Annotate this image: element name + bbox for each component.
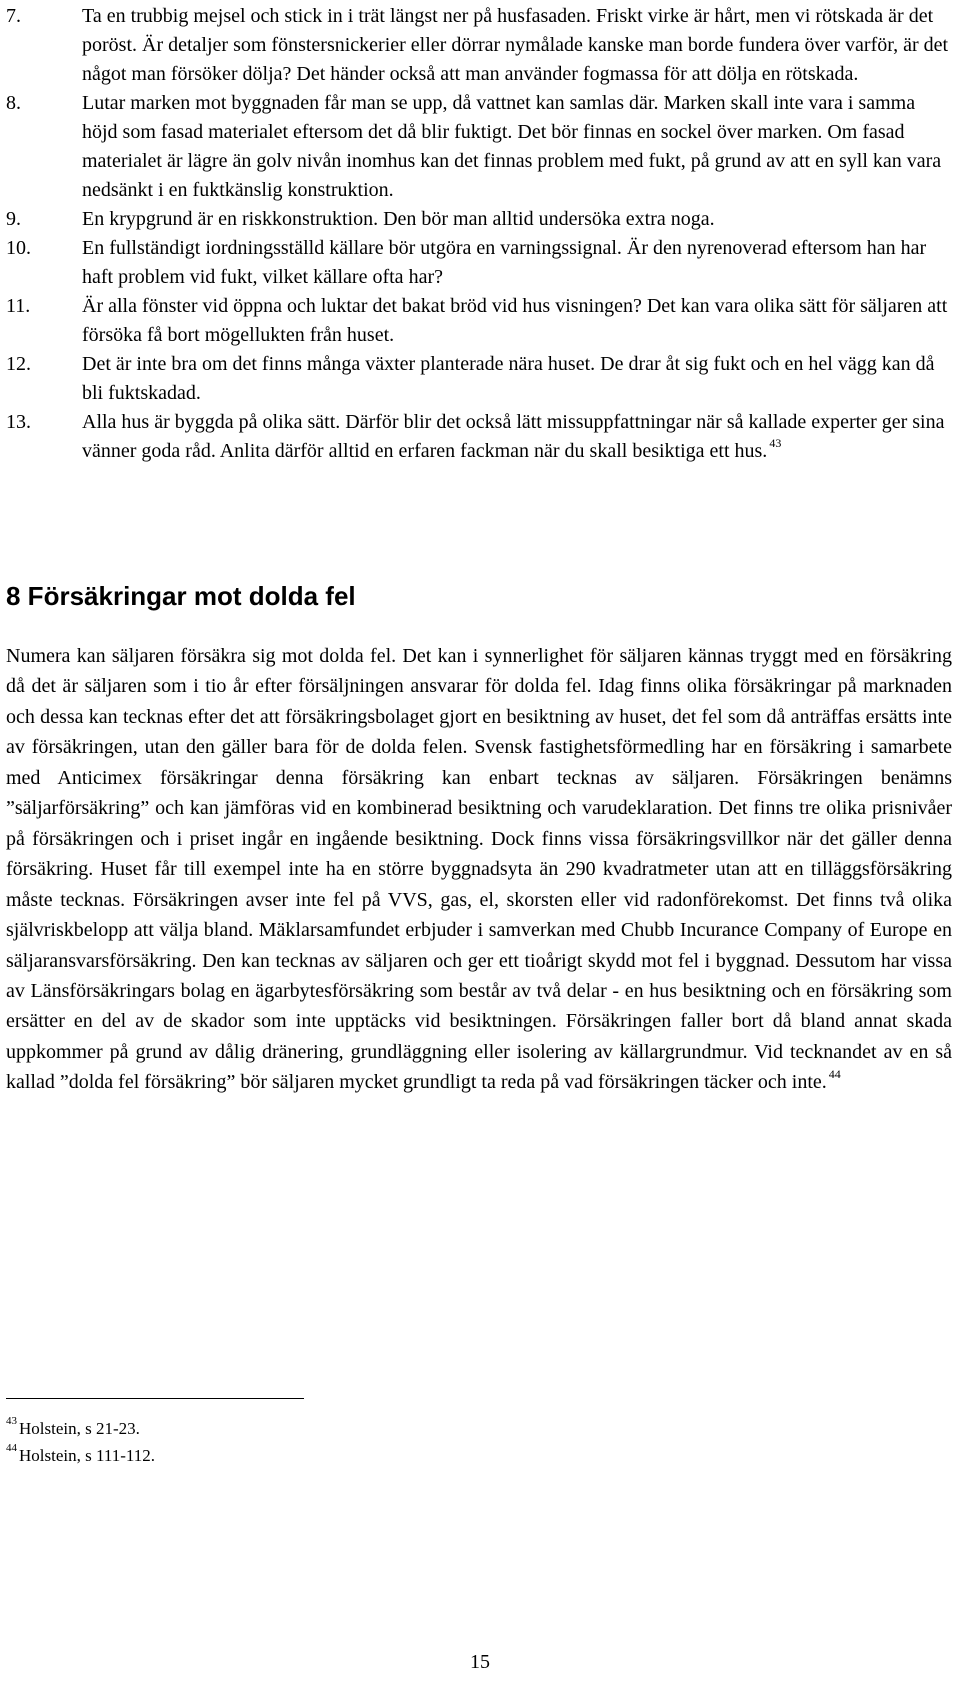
footnote-number: 43 <box>6 1415 17 1427</box>
list-item <box>0 234 960 292</box>
list-item <box>0 2 960 89</box>
list-item <box>0 350 960 408</box>
list-item-text-content: Alla hus är byggda på olika sätt. Därför blir det också lätt missuppfattningar när så kallade experter ger sina vänner goda råd. Anlita därför alltid en erfaren fackman när du skall besiktiga ett hus. <box>82 411 945 462</box>
numbered-list <box>0 2 960 466</box>
page-number: 15 <box>470 1651 490 1673</box>
list-item-text: Ta en trubbig mejsel och stick in i trät längst ner på husfasaden. Friskt virke är hårt, men vi rötskada är det poröst. Är detaljer som fönstersnickerier eller dörrar nymålade kanske man borde fundera över varför, är det något man försöker dölja? Det händer också att man använder fogmassa för att dölja en rötskada. <box>82 5 949 85</box>
list-item-text: Lutar marken mot byggnaden får man se upp, då vattnet kan samlas där. Marken skall inte vara i samma höjd som fasad materialet eftersom det då blir fuktigt. Det bör finnas en sockel över marken. Om fasad materialet är lägre än golv nivån inomhus kan det finnas problem med fukt, på grund av att en syll kan vara nedsänkt i en fuktkänslig konstruktion. <box>82 92 942 201</box>
list-item-text: Det är inte bra om det finns många växter planterade nära huset. De drar åt sig fukt och en hel vägg kan då bli fuktskadad. <box>82 353 935 404</box>
list-item <box>0 408 960 466</box>
section-paragraph <box>6 641 952 1098</box>
list-item-number: 13. <box>6 411 31 433</box>
footnote <box>6 1442 606 1469</box>
list-item-text: En fullständigt iordningsställd källare bör utgöra en varningssignal. Är den nyrenoverad eftersom han har haft problem vid fukt, vilket källare ofta har? <box>82 237 927 288</box>
list-item <box>0 205 960 234</box>
list-item-number: 9. <box>6 208 21 230</box>
list-item-number: 7. <box>6 5 21 27</box>
footnotes <box>6 1415 606 1469</box>
list-item-number: 8. <box>6 92 21 114</box>
list-item-text: En krypgrund är en riskkonstruktion. Den bör man alltid undersöka extra noga. <box>82 208 715 230</box>
section-paragraph-text: Numera kan säljaren försäkra sig mot dolda fel. Det kan i synnerlighet för säljaren kännas tryggt med en försäkring då det är säljaren som i tio år efter försäljningen ansvarar för dolda fel. Idag finns olika försäkringar på marknaden och dessa kan tecknas efter det att försäkringsbolaget gjort en besiktning av huset, det fel som då anträffas ersätts inte av försäkringen, utan den gäller bara för de dolda felen. Svensk fastighetsförmedling har en försäkring i samarbete med Anticimex försäkringar denna försäkring kan enbart tecknas av säljaren. Försäkringen benämns ”säljarförsäkring” och kan jämföras vid en kombinerad besiktning och varudeklaration. Det finns tre olika prisnivåer på försäkringen och i priset ingår en ingående besiktning. Dock finns vissa försäkringsvillkor när det gäller denna försäkring. Huset får till exempel inte ha en större byggnadsyta än 290 kvadratmeter utan att en tilläggsförsäkring måste tecknas. Försäkringen avser inte fel på VVS, gas, el, skorsten eller vid radonförekomst. Det finns två olika självriskbelopp att välja bland. Mäklarsamfundet erbjuder i samverkan med Chubb Incurance Company of Europe en säljaransvarsförsäkring. Den kan tecknas av säljaren och ger ett tioårigt skydd mot fel i byggnad. Dessutom har vissa av Länsförsäkringars bolag en ägarbytesförsäkring som består av två delar - en hus besiktning och en försäkring som ersätter en del av de skador som inte upptäcks vid besiktningen. Försäkringen faller bort då bland annat skada uppkommer på grund av dålig dränering, grundläggning eller isolering av källargrundmur. Vid tecknandet av en så kallad ”dolda fel försäkring” bör säljaren mycket grundligt ta reda på vad försäkringen täcker och inte. <box>6 645 952 1094</box>
footnote-separator <box>6 1398 304 1399</box>
list-item-text <box>82 408 952 466</box>
list-item <box>0 292 960 350</box>
section-heading: 8 Försäkringar mot dolda fel <box>6 581 356 611</box>
footnote-reference[interactable]: 43 <box>769 436 782 450</box>
list-item-text: Är alla fönster vid öppna och luktar det bakat bröd vid hus visningen? Det kan vara olika sätt för säljaren att försöka få bort mögellukten från huset. <box>82 295 948 346</box>
list-item-number: 12. <box>6 353 31 375</box>
footnote-number: 44 <box>6 1442 17 1454</box>
list-item-number: 10. <box>6 237 31 259</box>
footnote-text: Holstein, s 111-112. <box>19 1446 155 1465</box>
footnote-reference[interactable]: 44 <box>828 1067 841 1082</box>
list-item-number: 11. <box>6 295 31 317</box>
list-item <box>0 89 960 205</box>
footnote <box>6 1415 606 1442</box>
footnote-text: Holstein, s 21-23. <box>19 1419 140 1438</box>
